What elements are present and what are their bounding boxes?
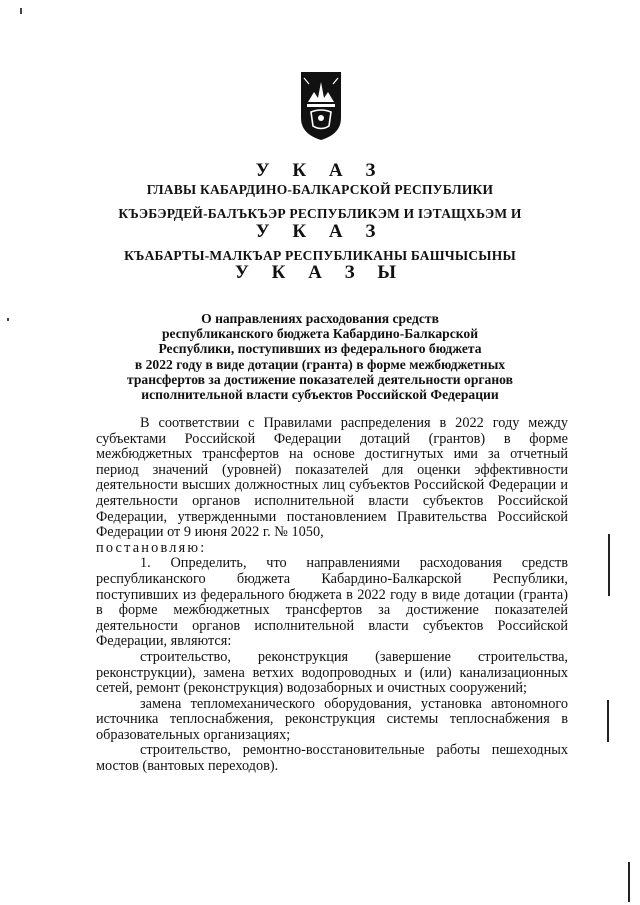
item-1-paragraph: 1. Определить, что направлениями расходования средств республиканского бюджета Кабардино-Балкарской Республики, поступивших из федерального бюджета в 2022 году в виде дотации (гранта) в форме межбюджетных трансфертов за достижение показателей деятельности органов исполнительной власти субъектов Российской Федерации, являются: xyxy=(96,555,568,650)
decree-heading-kbd: У К А З xyxy=(255,221,385,242)
decree-word-paragraph xyxy=(96,541,568,557)
scan-speck xyxy=(7,318,9,321)
decree-heading: У К А З xyxy=(255,160,385,181)
head-title-kbd: КЪЭБЭРДЕЙ-БАЛЪКЪЭР РЕСПУБЛИКЭМ И ІЭТАЩХЬЭМ И xyxy=(118,206,522,221)
head-title-ru: ГЛАВЫ КАБАРДИНО-БАЛКАРСКОЙ РЕСПУБЛИКИ xyxy=(146,182,494,197)
decree-heading-krc: У К А З Ы xyxy=(234,262,406,283)
title-line: трансфертов за достижение показателей деятельности органов xyxy=(127,371,513,387)
item-1b-paragraph: замена тепломеханического оборудования, установка автономного источника теплоснабжения, реконструкция системы теплоснабжения в образовательных организациях; xyxy=(96,695,568,743)
head-title-krc: КЪАБАРТЫ-МАЛКЪАР РЕСПУБЛИКАНЫ БАШЧЫСЫНЫ xyxy=(124,248,516,263)
decree-title xyxy=(100,311,540,402)
title-line: Республики, поступивших из федерального бюджета xyxy=(158,341,482,357)
decree-body xyxy=(96,416,568,775)
coat-of-arms-icon xyxy=(299,68,343,142)
margin-scan-mark xyxy=(607,700,609,742)
scan-speck xyxy=(20,8,22,14)
item-1a-paragraph: строительство, реконструкция (завершение строительства, реконструкции), замена ветхих водопроводных и (или) канализационных сетей, ремонт (реконструкция) водозаборных и очистных сооружений; xyxy=(96,648,568,697)
item-1c-paragraph: строительство, ремонтно-восстановительные работы пешеходных мостов (вантовых переходов). xyxy=(96,742,568,775)
title-line: исполнительной власти субъектов Российской Федерации xyxy=(141,387,499,403)
title-line: О направлениях расходования средств xyxy=(201,311,439,326)
margin-scan-mark xyxy=(608,534,610,596)
title-line: в 2022 году в виде дотации (гранта) в форме межбюджетных xyxy=(134,356,506,372)
preamble-paragraph: В соответствии с Правилами распределения в 2022 году между субъектами Российской Федерации дотаций (грантов) в форме межбюджетных трансфертов на основе достигнутых ими за отчетный период значений (уровней) показателей для оценки эффективности деятельности высших должностных лиц субъектов Российской Федерации и деятельности органов исполнительной власти субъектов Российской Федерации, утвержденными постановлением Правительства Российской Федерации от 9 июня 2022 г. № 1050, xyxy=(96,415,568,541)
margin-scan-mark xyxy=(628,862,630,902)
title-line: республиканского бюджета Кабардино-Балкарской xyxy=(161,326,479,342)
decree-word: постановляю: xyxy=(96,539,207,556)
